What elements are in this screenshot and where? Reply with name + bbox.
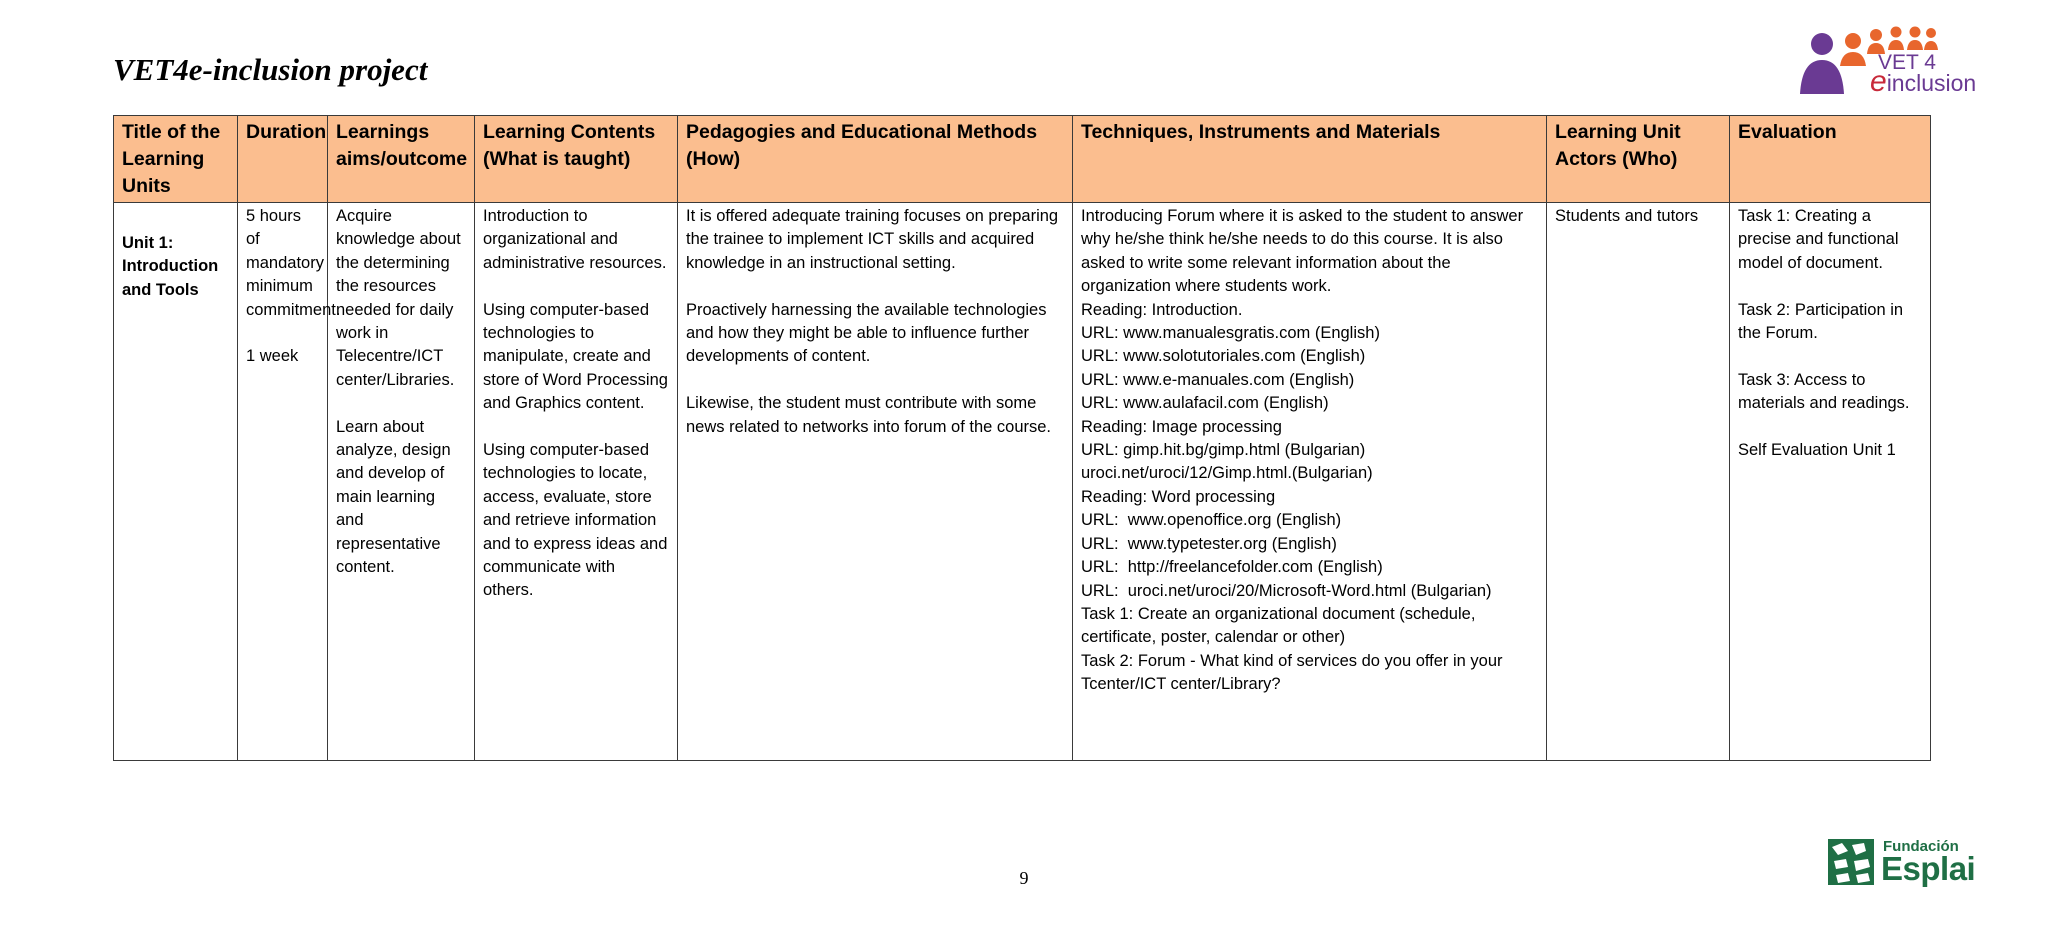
esplai-pattern-icon [1828, 837, 1876, 887]
evaluation-cell [1730, 203, 1931, 761]
evaluation-line: Task 1: Creating a precise and functional model of document. [1738, 207, 1904, 272]
contents-paragraph: Using computer-based technologies to manipulate, create and store of Word Processing and Graphics content. [483, 300, 673, 413]
inclusion-logo-text [1870, 65, 1977, 98]
unit-title-cell [114, 203, 238, 761]
pedagogies-paragraph: Likewise, the student must contribute with some news related to networks into forum of the course. [686, 394, 1052, 436]
techniques-line: Reading: Image processing [1081, 417, 1282, 436]
pedagogies-paragraph [686, 275, 1064, 298]
techniques-line: URL: www.typetester.org (English) [1081, 534, 1337, 553]
actors-text: Students and tutors [1555, 207, 1699, 225]
evaluation-line: Task 3: Access to materials and readings. [1738, 370, 1910, 413]
aims-cell [328, 203, 475, 761]
techniques-line: uroci.net/uroci/12/Gimp.html.(Bulgarian) [1081, 464, 1373, 483]
fundacion-esplai-logo [1828, 837, 1976, 889]
duration-line: 5 hours of mandatory minimum commitment. [246, 207, 341, 319]
techniques-line: URL: www.manualesgratis.com (English) [1081, 324, 1380, 343]
aims-paragraph: Learn about analyze, design and develop of main learning and representative content. [336, 417, 456, 577]
inclusion-logo-e: e [1870, 65, 1887, 98]
vet4-inclusion-logo [1798, 24, 1977, 98]
pedagogies-paragraph: Proactively harnessing the available technologies and how they might be able to influence further developments of content. [686, 300, 1052, 366]
techniques-line: URL: www.openoffice.org (English) [1081, 511, 1342, 530]
evaluation-line [1738, 345, 1922, 368]
inclusion-logo-rest: inclusion [1886, 70, 1977, 96]
pedagogies-cell [678, 203, 1073, 761]
learning-units-table [113, 115, 1931, 761]
vet4-logo-text: VET 4 [1878, 51, 1936, 74]
techniques-line: Task 2: Forum - What kind of services do you offer in your Tcenter/ICT center/Library? [1081, 651, 1507, 694]
duration-line [246, 322, 319, 345]
header-actors: Learning Unit Actors (Who) [1547, 116, 1730, 203]
techniques-line: URL: www.solotutoriales.com (English) [1081, 347, 1366, 366]
pedagogies-paragraph: It is offered adequate training focuses on preparing the trainee to implement ICT skills and acquired knowledge in an instructional setting. [686, 207, 1063, 272]
header-pedagogies: Pedagogies and Educational Methods (How) [678, 116, 1073, 203]
evaluation-line [1738, 275, 1922, 298]
techniques-line: Reading: Word processing [1081, 487, 1276, 506]
esplai-logo-small-text: Fundación [1883, 838, 1959, 855]
actors-cell [1547, 203, 1730, 761]
techniques-line: Introducing Forum where it is asked to the student to answer why he/she think he/she needs to do this course. It is also asked to write some relevant information about the organization where students work. [1081, 207, 1528, 296]
evaluation-line [1738, 416, 1922, 439]
techniques-line: Reading: Introduction. [1081, 300, 1243, 319]
document-title: VET4e-inclusion project [113, 52, 428, 87]
header-duration: Duration [238, 116, 328, 203]
contents-cell [475, 203, 678, 761]
table-row [114, 203, 1931, 761]
evaluation-line: Task 2: Participation in the Forum. [1738, 300, 1908, 343]
techniques-line: URL: www.e-manuales.com (English) [1081, 370, 1355, 389]
contents-paragraph: Introduction to organizational and administrative resources. [483, 207, 667, 272]
header-techniques: Techniques, Instruments and Materials [1073, 116, 1547, 203]
techniques-line: URL: www.aulafacil.com (English) [1081, 394, 1329, 413]
aims-paragraph [336, 392, 466, 415]
techniques-line: Task 1: Create an organizational document (schedule, certificate, poster, calendar or other) [1081, 604, 1480, 647]
pedagogies-paragraph [686, 369, 1064, 392]
techniques-cell [1073, 203, 1547, 761]
header-contents: Learning Contents (What is taught) [475, 116, 678, 203]
contents-paragraph [483, 275, 669, 298]
esplai-logo-big-text: Esplai [1881, 850, 1976, 887]
header-aims: Learnings aims/outcome [328, 116, 475, 203]
aims-paragraph: Acquire knowledge about the determining the resources needed for daily work in Telecentre/ICT center/Libraries. [336, 207, 466, 389]
contents-paragraph: Using computer-based technologies to locate, access, evaluate, store and retrieve information and to express ideas and communicate with others. [483, 441, 672, 600]
duration-line: 1 week [246, 347, 299, 366]
page-number: 9 [1019, 868, 1029, 888]
unit-title: Unit 1: Introduction and Tools [122, 234, 219, 299]
table-header-row [114, 116, 1931, 203]
duration-cell [238, 203, 341, 761]
techniques-line: URL: http://freelancefolder.com (English) [1081, 558, 1383, 577]
header-title: Title of the Learning Units [114, 116, 238, 203]
header-evaluation: Evaluation [1730, 116, 1931, 203]
techniques-line: URL: gimp.hit.bg/gimp.html (Bulgarian) [1081, 441, 1366, 460]
contents-paragraph [483, 416, 669, 439]
evaluation-line: Self Evaluation Unit 1 [1738, 441, 1896, 460]
techniques-line: URL: uroci.net/uroci/20/Microsoft-Word.html (Bulgarian) [1081, 581, 1492, 600]
